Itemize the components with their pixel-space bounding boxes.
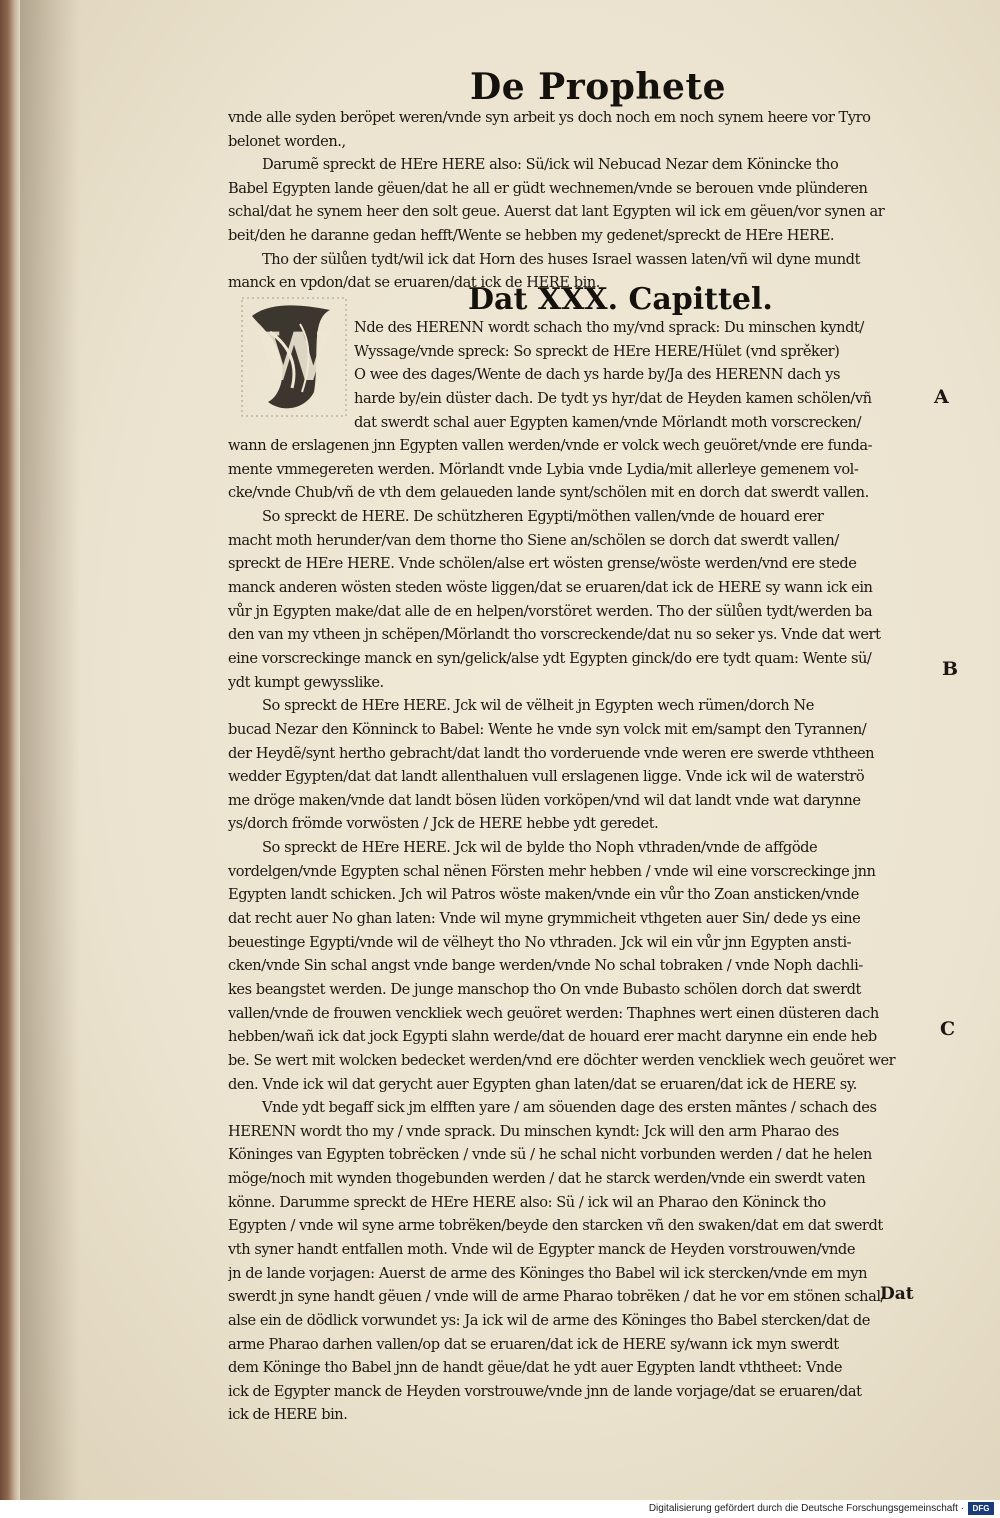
- text-line: So spreckt de HERE. De schützheren Egypti/möthen vallen/vnde de houard erer: [262, 508, 824, 526]
- text-line: dat recht auer No ghan laten: Vnde wil myne grymmicheit vthgeten auer Sin/ dede ys eine: [228, 910, 861, 928]
- text-line: Wyssage/vnde spreck: So spreckt de HEre HERE/Hület (vnd sprěker): [354, 342, 840, 360]
- margin-note-a: A: [934, 386, 949, 408]
- text-line: den van my vtheen jn schëpen/Mörlandt tho vorscreckende/dat nu so seker ys. Vnde dat wert: [228, 626, 881, 644]
- text-line: manck en vpdon/dat se eruaren/dat ick de HERE bin.: [228, 274, 600, 292]
- text-line: HERENN wordt tho my / vnde sprack. Du minschen kyndt: Jck will den arm Pharao des: [228, 1122, 839, 1140]
- text-line: arme Pharao darhen vallen/op dat se eruaren/dat ick de HERE sy/wann ick myn swerdt: [228, 1335, 839, 1353]
- text-line: den. Vnde ick wil dat gerycht auer Egypten ghan laten/dat se eruaren/dat ick de HERE sy.: [228, 1075, 857, 1093]
- text-line: beuestinge Egypti/vnde wil de vëlheyt tho No vthraden. Jck wil ein vůr jnn Egypten ansti-: [228, 933, 852, 951]
- footer-credit-text: Digitalisierung gefördert durch die Deutsche Forschungsgemeinschaft ·: [648, 1503, 964, 1514]
- text-line: kes beangstet werden. De junge manschop tho On vnde Bubasto schölen dorch dat swerdt: [228, 980, 861, 998]
- text-line: ys/dorch frömde vorwösten / Jck de HERE hebbe ydt geredet.: [228, 815, 659, 833]
- text-line: wann de erslagenen jnn Egypten vallen werden/vnde er volck wech geuöret/vnde ere funda-: [228, 437, 873, 455]
- gutter-shadow: [20, 0, 80, 1500]
- text-line: dat swerdt schal auer Egypten kamen/vnde Mörlandt moth vorscrecken/: [354, 413, 862, 431]
- text-line: mente vmmegereten werden. Mörlandt vnde Lybia vnde Lydia/mit allerleye gemenem vol-: [228, 460, 859, 478]
- text-line: vallen/vnde de frouwen venckliek wech geuöret werden: Thaphnes wert einen düsteren dach: [228, 1004, 879, 1022]
- text-line: cke/vnde Chub/vñ de vth dem gelaueden lande synt/schölen mit en dorch dat swerdt vallen.: [228, 484, 869, 502]
- initial-letter-glyph: W: [256, 318, 332, 396]
- text-line: Nde des HERENN wordt schach tho my/vnd sprack: Du minschen kyndt/: [354, 319, 864, 336]
- text-line: So spreckt de HEre HERE. Jck wil de bylde tho Noph vthraden/vnde de affgöde: [262, 839, 818, 857]
- text-line: me dröge maken/vnde dat landt bösen lüden vorköpen/vnd wil dat landt vnde wat darynne: [228, 791, 861, 809]
- text-line: macht moth herunder/van dem thorne tho Siene an/schölen se dorch dat swerdt vallen/: [228, 531, 839, 549]
- margin-note-c: C: [940, 1018, 956, 1040]
- text-line: Babel Egypten lande gëuen/dat he all er güdt wechnemen/vnde se berouen vnde plünderen: [228, 179, 868, 197]
- text-line: bucad Nezar den Könninck to Babel: Wente he vnde syn volck mit em/sampt den Tyrannen/: [228, 720, 867, 738]
- text-line: vordelgen/vnde Egypten schal nënen Försten mehr hebben / vnde wil eine vorscreckinge jnn: [228, 862, 876, 880]
- text-line: ydt kumpt gewysslike.: [228, 673, 384, 691]
- text-line: vůr jn Egypten make/dat alle de en helpen/vorstöret werden. Tho der sülůen tydt/werden ba: [228, 602, 873, 620]
- text-line: Köninges van Egypten tobrëcken / vnde sü / he schal nicht vorbunden werden / dat he helen: [228, 1146, 872, 1164]
- digitization-footer: [0, 1500, 1000, 1518]
- text-line: vth syner handt entfallen moth. Vnde wil de Egypter manck de Heyden vorstrouwen/vnde: [228, 1240, 856, 1258]
- dfg-logo: DFG: [968, 1502, 994, 1515]
- text-line: könne. Darumme spreckt de HEre HERE also: Sü / ick wil an Pharao den Köninck tho: [228, 1193, 826, 1211]
- text-line: swerdt jn syne handt gëuen / vnde will de arme Pharao tobrëken / dat he vor em stönen schal/: [228, 1288, 886, 1306]
- text-line: manck anderen wösten steden wöste liggen/dat se eruaren/dat ick de HERE sy wann ick ein: [228, 579, 873, 597]
- text-line: So spreckt de HEre HERE. Jck wil de vëlheit jn Egypten wech rümen/dorch Ne: [262, 697, 814, 715]
- text-line: Vnde ydt begaff sick jm elfften yare / am söuenden dage des ersten mãntes / schach des: [262, 1099, 877, 1117]
- text-line: vnde alle syden beröpet weren/vnde syn arbeit ys doch noch em noch synem heere vor Tyro: [228, 109, 871, 126]
- text-line: harde by/ein düster dach. De tydt ys hyr/dat de Heyden kamen schölen/vñ: [354, 389, 872, 407]
- text-line: ick de HERE bin.: [228, 1406, 348, 1424]
- text-line: spreckt de HEre HERE. Vnde schölen/alse ert wösten grense/wöste werden/vnd ere stede: [228, 555, 857, 573]
- intro-text-block: [228, 106, 940, 295]
- text-line: Egypten / vnde wil syne arme tobrëken/beyde den starcken vñ den swaken/dat em dat swerdt: [228, 1217, 883, 1235]
- chapter-text-block: [228, 316, 940, 1427]
- text-line: be. Se wert mit wolcken bedecket werden/vnd ere döchter werden venckliek wech geuöret wer: [228, 1051, 896, 1069]
- text-line: der Heydẽ/synt hertho gebracht/dat landt tho vorderuende vnde weren ere swerde vththeen: [228, 744, 875, 762]
- running-head: De Prophete: [470, 66, 726, 108]
- chapter-heading: Dat XXX. Capittel.: [468, 282, 773, 317]
- text-line: cken/vnde Sin schal angst vnde bange werden/vnde No schal tobraken / vnde Noph dachli-: [228, 957, 863, 975]
- margin-note-b: B: [942, 658, 959, 680]
- book-binding-edge: [0, 0, 20, 1500]
- text-line: Darumẽ spreckt de HEre HERE also: Sü/ick wil Nebucad Nezar dem Könincke tho: [262, 156, 839, 174]
- text-line: möge/noch mit wynden thogebunden werden / dat he starck werden/vnde ein swerdt vaten: [228, 1170, 866, 1188]
- text-line: ick de Egypter manck de Heyden vorstrouwe/vnde jnn de lande vorjage/dat se eruaren/dat: [228, 1382, 862, 1400]
- text-line: Tho der sülůen tydt/wil ick dat Horn des huses Israel wassen laten/vñ wil dyne mundt: [262, 250, 860, 268]
- text-line: belonet worden.,: [228, 132, 346, 150]
- text-line: dem Köninge tho Babel jnn de handt gëue/dat he ydt auer Egypten landt vththeet: Vnde: [228, 1359, 843, 1377]
- text-line: schal/dat he synem heer den solt geue. Auerst dat lant Egypten wil ick em gëuen/vor synen ar: [228, 203, 885, 221]
- text-line: hebben/wañ ick dat jock Egypti slahn werde/dat de houard erer macht darynne ein ende heb: [228, 1028, 877, 1046]
- text-line: Egypten landt schicken. Jch wil Patros wöste maken/vnde ein vůr tho Zoan ansticken/vnde: [228, 886, 859, 904]
- text-line: beit/den he daranne gedan hefft/Wente se hebben my gedenet/spreckt de HEre HERE.: [228, 226, 835, 244]
- text-line: wedder Egypten/dat dat landt allenthaluen vull erslagenen ligge. Vnde ick wil de waterströ: [228, 768, 865, 786]
- text-line: O wee des dages/Wente de dach ys harde by/Ja des HERENN dach ys: [354, 366, 841, 384]
- text-line: eine vorscreckinge manck en syn/gelick/alse ydt Egypten ginck/do ere tydt quam: Wente sü/: [228, 649, 872, 667]
- catchword: Dat: [880, 1284, 914, 1304]
- text-line: alse ein de dödlick vorwundet ys: Ja ick wil de arme des Köninges tho Babel stercken/dat de: [228, 1311, 870, 1329]
- text-line: jn de lande vorjagen: Auerst de arme des Köninges tho Babel wil ick stercken/vnde em myn: [228, 1264, 868, 1282]
